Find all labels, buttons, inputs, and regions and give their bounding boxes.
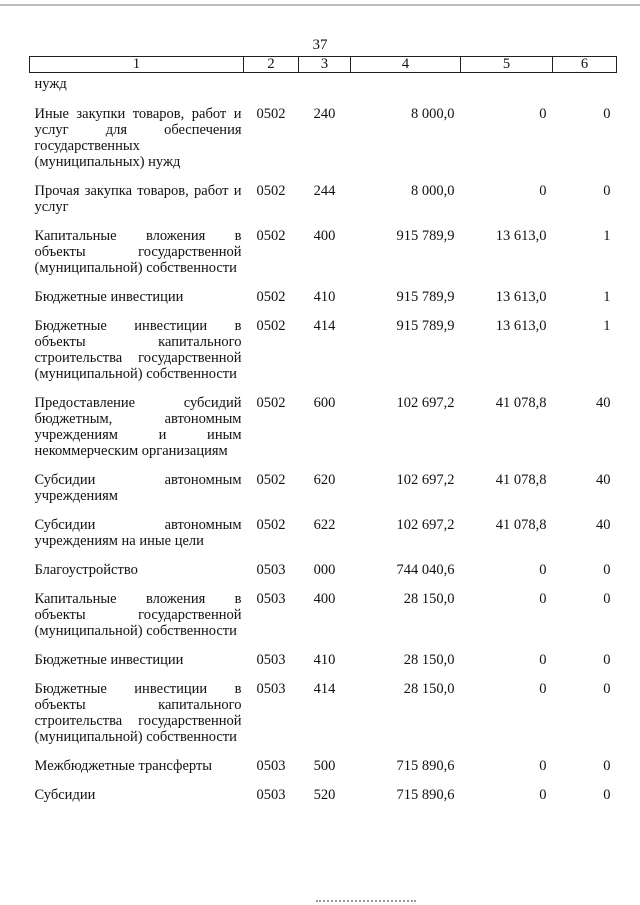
row-name-cell: Бюджетные инвестиции xyxy=(34,289,184,305)
row-amount-col6: 0 xyxy=(603,652,611,668)
table-row xyxy=(30,781,617,810)
row-amount-col5: 41 078,8 xyxy=(495,395,547,411)
table-row xyxy=(30,177,617,222)
table-row xyxy=(30,646,617,675)
table-row xyxy=(30,585,617,646)
row-section-code: 0502 xyxy=(256,472,286,488)
row-section-code: 0503 xyxy=(256,652,286,668)
table-row xyxy=(30,389,617,466)
row-expense-type-code: 500 xyxy=(313,758,336,774)
header-col-4: 4 xyxy=(351,57,461,73)
row-section-code: 0502 xyxy=(256,517,286,533)
table-row xyxy=(30,283,617,312)
row-amount-col5: 0 xyxy=(539,758,547,774)
row-amount-col4: 715 890,6 xyxy=(396,787,455,803)
row-name-cell: Предоставление субсидий бюджетным, автономным учреждениям и иным некоммерческим организациям xyxy=(34,395,242,459)
row-expense-type-code: 000 xyxy=(313,562,336,578)
row-amount-col5: 0 xyxy=(539,106,547,122)
scan-top-edge-line xyxy=(0,4,640,6)
row-amount-col6: 1 xyxy=(603,318,611,334)
row-amount-col5: 0 xyxy=(539,562,547,578)
row-amount-col4: 28 150,0 xyxy=(403,681,455,697)
row-expense-type-code: 620 xyxy=(313,472,336,488)
row-amount-col6: 0 xyxy=(603,106,611,122)
row-amount-col5: 0 xyxy=(539,591,547,607)
row-section-code: 0503 xyxy=(256,562,286,578)
row-name-cell: Бюджетные инвестиции xyxy=(34,652,184,668)
row-section-code: 0502 xyxy=(256,318,286,334)
table-row xyxy=(30,511,617,556)
row-expense-type-code: 400 xyxy=(313,591,336,607)
row-amount-col4: 915 789,9 xyxy=(396,289,455,305)
row-amount-col6: 40 xyxy=(596,472,611,488)
row-amount-col4: 715 890,6 xyxy=(396,758,455,774)
row-amount-col6: 0 xyxy=(603,183,611,199)
row-amount-col5: 13 613,0 xyxy=(495,289,547,305)
row-amount-col6: 40 xyxy=(596,395,611,411)
row-amount-col4: 8 000,0 xyxy=(411,183,455,199)
row-amount-col6: 40 xyxy=(596,517,611,533)
table-row xyxy=(30,752,617,781)
row-section-code: 0502 xyxy=(256,395,286,411)
row-amount-col5: 41 078,8 xyxy=(495,517,547,533)
row-amount-col5: 0 xyxy=(539,183,547,199)
row-amount-col5: 0 xyxy=(539,681,547,697)
row-section-code: 0503 xyxy=(256,591,286,607)
row-amount-col4: 102 697,2 xyxy=(396,395,455,411)
row-expense-type-code: 410 xyxy=(313,289,336,305)
table-row xyxy=(30,222,617,283)
row-amount-col5: 41 078,8 xyxy=(495,472,547,488)
row-expense-type-code: 414 xyxy=(313,318,336,334)
page-number: 37 xyxy=(312,37,328,53)
table-row xyxy=(30,466,617,511)
budget-table xyxy=(29,56,617,810)
row-amount-col6: 0 xyxy=(603,681,611,697)
table-row xyxy=(30,100,617,177)
row-amount-col6: 0 xyxy=(603,591,611,607)
row-section-code: 0502 xyxy=(256,183,286,199)
row-amount-col4: 28 150,0 xyxy=(403,652,455,668)
table-row xyxy=(30,312,617,389)
header-col-3: 3 xyxy=(299,57,351,73)
row-amount-col5: 0 xyxy=(539,787,547,803)
row-section-code: 0502 xyxy=(256,228,286,244)
row-name-cell: Субсидии автономным учреждениям xyxy=(34,472,242,504)
row-name-cell: Прочая закупка товаров, работ и услуг xyxy=(34,183,242,215)
table-row xyxy=(30,556,617,585)
row-expense-type-code: 240 xyxy=(313,106,336,122)
row-section-code: 0502 xyxy=(256,106,286,122)
row-expense-type-code: 400 xyxy=(313,228,336,244)
header-col-2: 2 xyxy=(244,57,299,73)
row-amount-col6: 1 xyxy=(603,228,611,244)
row-name-cell: Благоустройство xyxy=(34,562,138,578)
row-amount-col4: 915 789,9 xyxy=(396,228,455,244)
row-amount-col4: 744 040,6 xyxy=(396,562,455,578)
scan-bottom-marks xyxy=(316,900,416,904)
row-amount-col6: 1 xyxy=(603,289,611,305)
row-amount-col4: 28 150,0 xyxy=(403,591,455,607)
row-amount-col4: 8 000,0 xyxy=(411,106,455,122)
row-name-cell: Капитальные вложения в объекты государственной (муниципальной) собственности xyxy=(34,228,242,276)
row-amount-col5: 13 613,0 xyxy=(495,318,547,334)
row-expense-type-code: 414 xyxy=(313,681,336,697)
row-name-cell: Капитальные вложения в объекты государственной (муниципальной) собственности xyxy=(34,591,242,639)
row-amount-col6: 0 xyxy=(603,562,611,578)
header-col-1: 1 xyxy=(30,57,244,73)
row-name-cell: Субсидии автономным учреждениям на иные цели xyxy=(34,517,242,549)
header-col-6: 6 xyxy=(553,57,617,73)
row-expense-type-code: 244 xyxy=(313,183,336,199)
row-expense-type-code: 622 xyxy=(313,517,336,533)
row-name-cell: Межбюджетные трансферты xyxy=(34,758,213,774)
row-amount-col6: 0 xyxy=(603,758,611,774)
row-amount-col4: 102 697,2 xyxy=(396,517,455,533)
row-amount-col4: 102 697,2 xyxy=(396,472,455,488)
row-name-cell: Субсидии xyxy=(34,787,96,803)
row-amount-col6: 0 xyxy=(603,787,611,803)
row-section-code: 0503 xyxy=(256,681,286,697)
row-expense-type-code: 520 xyxy=(313,787,336,803)
row-section-code: 0503 xyxy=(256,758,286,774)
continuation-text: нужд xyxy=(34,76,67,92)
table-header-row xyxy=(30,57,617,73)
row-section-code: 0502 xyxy=(256,289,286,305)
row-expense-type-code: 600 xyxy=(313,395,336,411)
row-expense-type-code: 410 xyxy=(313,652,336,668)
continuation-row xyxy=(30,73,617,101)
header-col-5: 5 xyxy=(461,57,553,73)
row-section-code: 0503 xyxy=(256,787,286,803)
table-row xyxy=(30,675,617,752)
row-amount-col5: 13 613,0 xyxy=(495,228,547,244)
row-name-cell: Иные закупки товаров, работ и услуг для обеспечения государственных (муниципальных) нужд xyxy=(34,106,242,170)
row-amount-col5: 0 xyxy=(539,652,547,668)
row-name-cell: Бюджетные инвестиции в объекты капитального строительства государственной (муниципальной) собственности xyxy=(34,318,242,382)
row-name-cell: Бюджетные инвестиции в объекты капитального строительства государственной (муниципальной) собственности xyxy=(34,681,242,745)
row-amount-col4: 915 789,9 xyxy=(396,318,455,334)
table-body xyxy=(30,73,617,811)
